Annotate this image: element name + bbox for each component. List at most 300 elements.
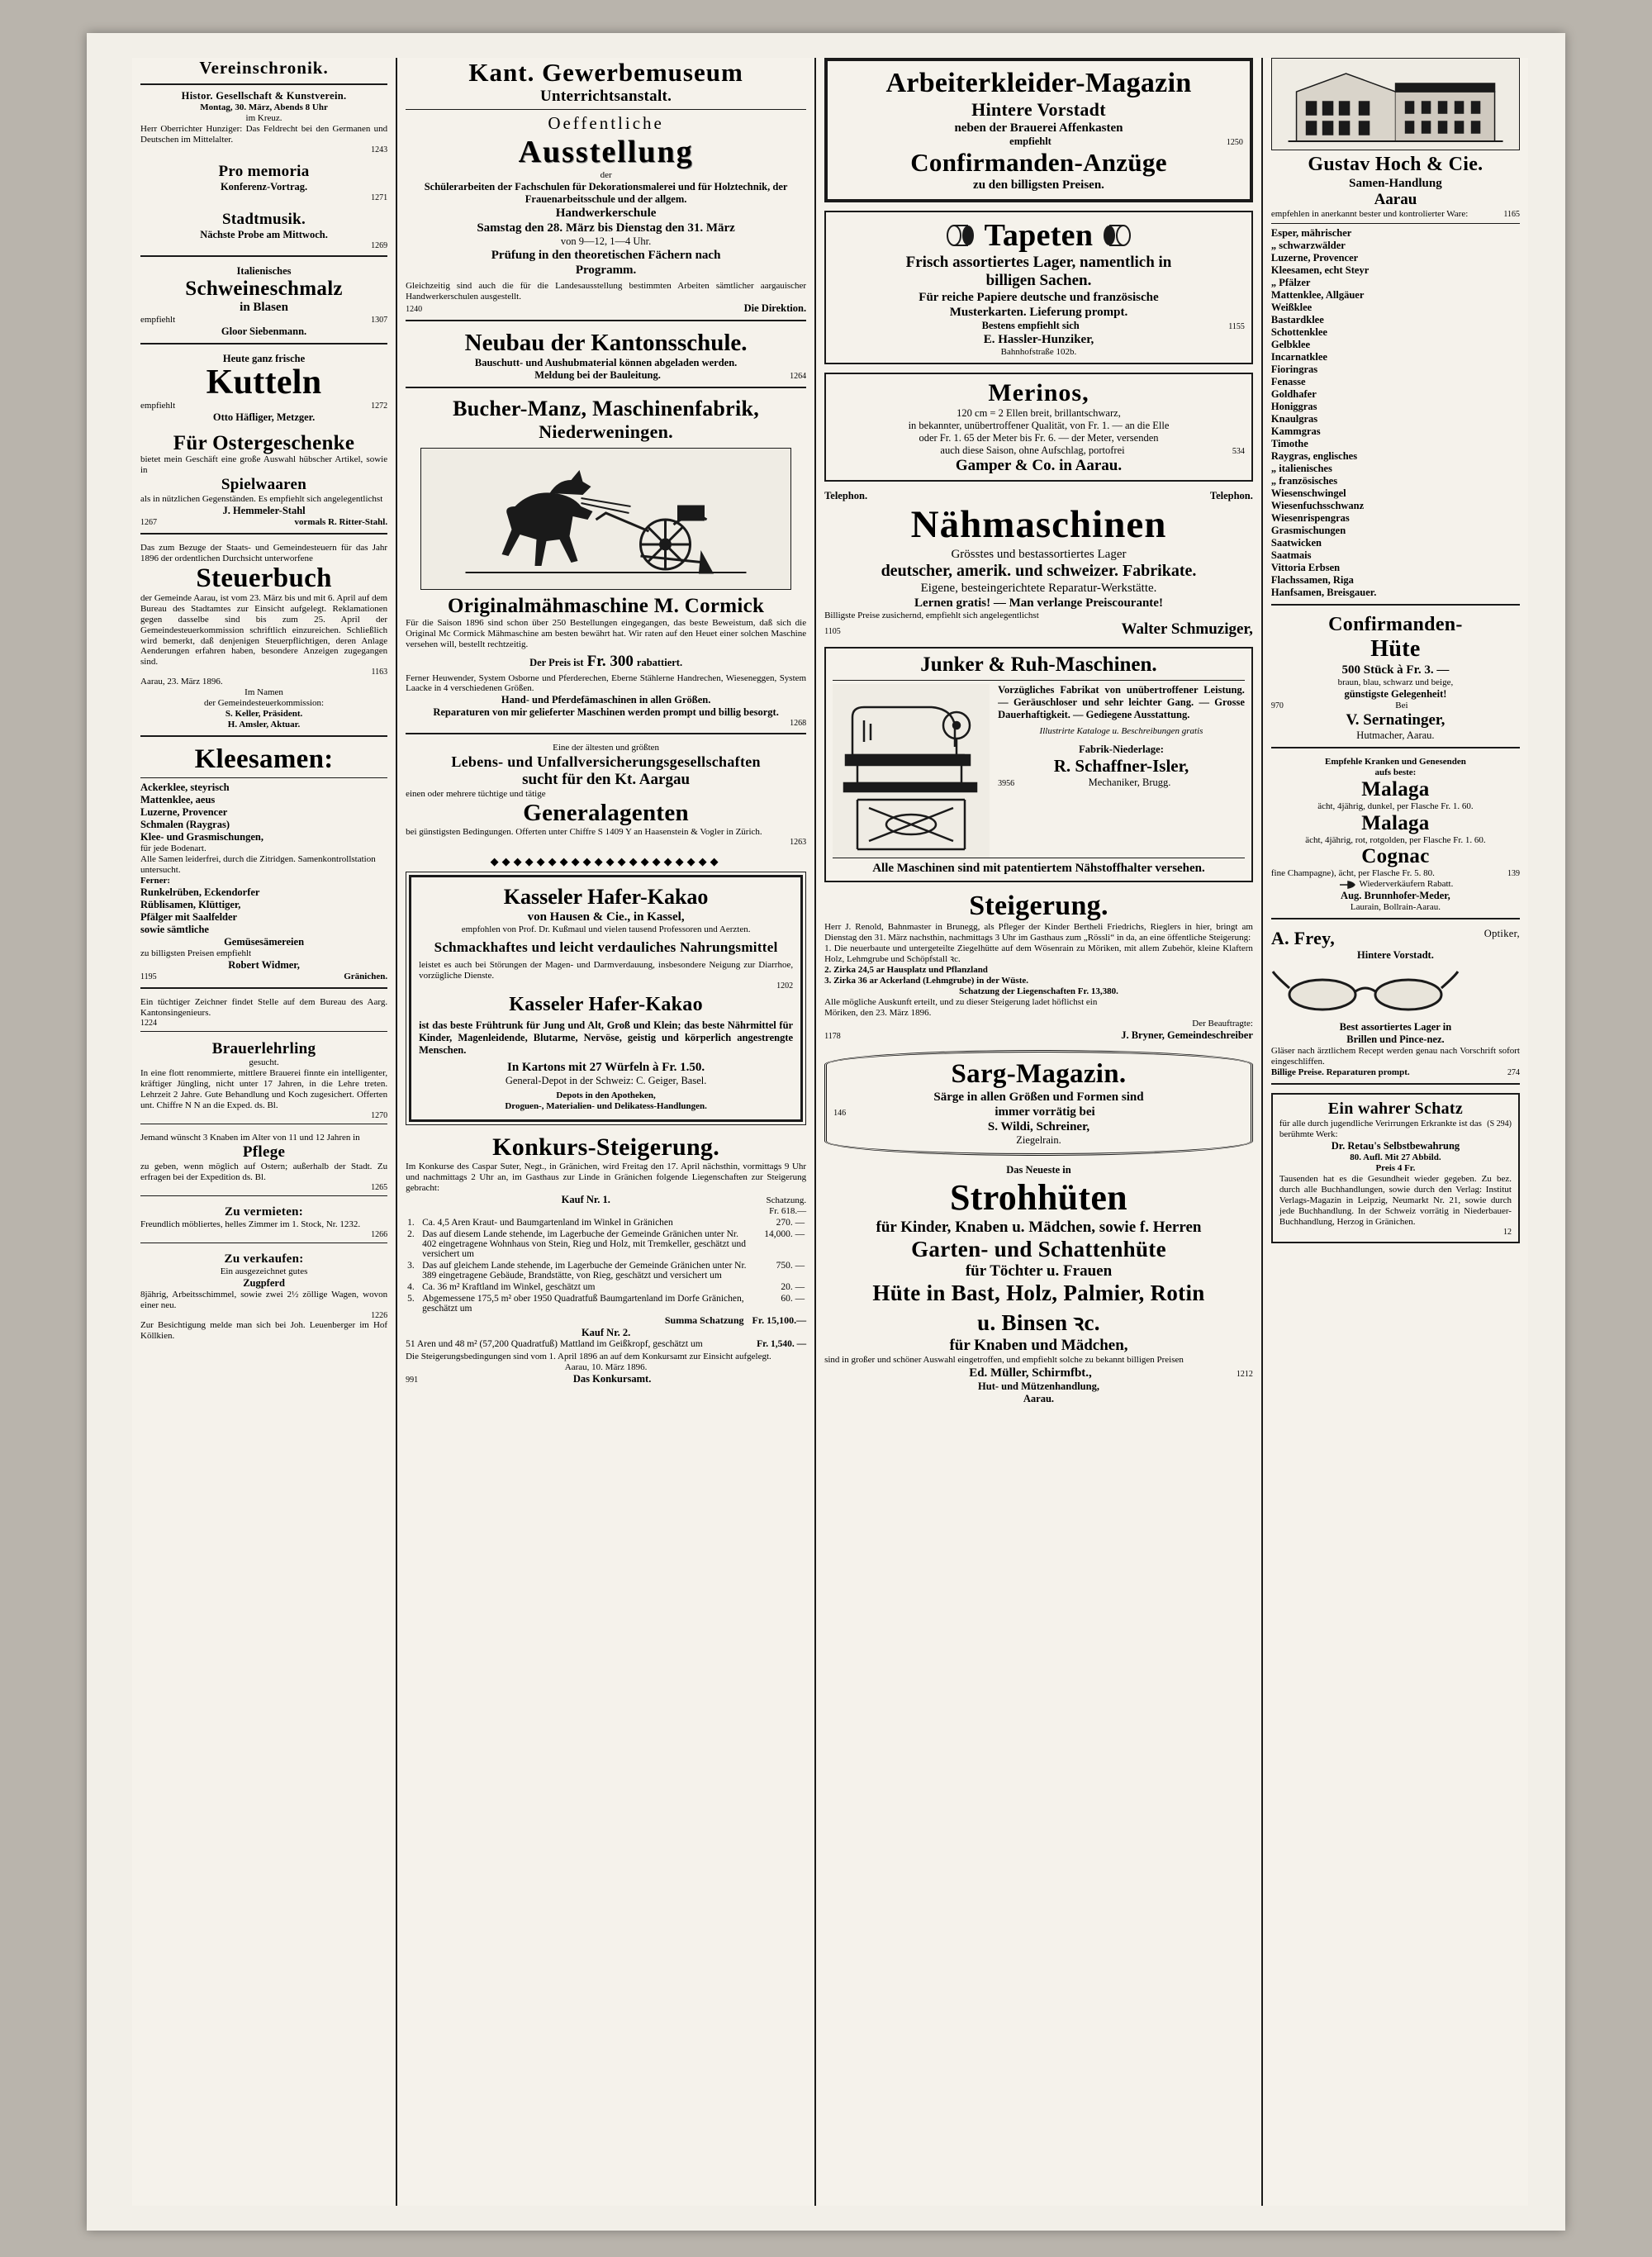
arbeiter-num: 1250 bbox=[1226, 138, 1243, 147]
steuerbuch-title: Steuerbuch bbox=[196, 563, 332, 593]
stroh-title: Strohhüten bbox=[950, 1177, 1127, 1218]
hand-pointer-icon bbox=[1338, 880, 1356, 890]
steuerbuch-sig3: S. Keller, Präsident. bbox=[225, 709, 303, 720]
konkurs-sum: Fr. 15,100.— bbox=[752, 1314, 807, 1326]
merinos-line4: auch diese Saison, ohne Aufschlag, portofrei bbox=[940, 444, 1125, 456]
pflege-body: zu geben, wenn möglich auf Ostern; außerhalb der Stadt. Zu erfragen bei der Expedition ds. Bl. bbox=[140, 1162, 388, 1183]
ad-sarg-magazin bbox=[824, 1050, 1253, 1156]
vermieten-body: Freundlich möbliertes, helles Zimmer im 1. Stock, Nr. 1232. bbox=[140, 1219, 361, 1230]
hoch-place: Aarau bbox=[1374, 191, 1417, 208]
hoch-title: Gustav Hoch & Cie. bbox=[1308, 154, 1483, 175]
bucher-preis: Fr. 300 bbox=[586, 652, 634, 670]
stroh-line1: Das Neueste in bbox=[1006, 1164, 1071, 1176]
optiker-num: 274 bbox=[1507, 1068, 1520, 1078]
klee-closing: zu billigsten Preisen empfiehlt bbox=[140, 948, 252, 958]
sarg-addr: Ziegelrain. bbox=[1016, 1134, 1061, 1146]
ad-konkurs-steigerung bbox=[406, 1133, 806, 1385]
malaga-addr: Laurain, Bollrain-Aarau. bbox=[1350, 902, 1441, 913]
hist-title: Histor. Gesellschaft & Kunstverein. bbox=[181, 90, 347, 102]
kakao-num1: 1202 bbox=[776, 981, 794, 991]
stroh-line2: für Kinder, Knaben u. Mädchen, sowie f. Herren bbox=[876, 1219, 1202, 1236]
kakao-big1: Schmackhaftes und leicht verdauliches Nahrungsmittel bbox=[434, 939, 778, 956]
hoch-item-25: Saatwicken bbox=[1270, 536, 1322, 549]
hoch-sub: Samen-Handlung bbox=[1349, 177, 1442, 190]
junker-body: Vorzügliches Fabrikat von unübertroffener Leistung. — Geräuschloser und sehr leichter Gang. — Grosse Dauerhaftigkeit. — Gediegene Ausstattung. bbox=[998, 684, 1245, 721]
konkurs-sum-label: Summa Schatzung bbox=[664, 1314, 744, 1326]
ad-versicherung bbox=[406, 743, 806, 847]
malaga-line3: Wiederverkäufern Rabatt. bbox=[1359, 879, 1454, 890]
ad-brauerlehrling bbox=[140, 1040, 387, 1125]
tapeten-line4: Musterkarten. Lieferung prompt. bbox=[949, 305, 1128, 319]
hoch-item-23: Wiesenrispengras bbox=[1270, 511, 1350, 524]
hist-line2: im Kreuz. bbox=[245, 112, 282, 123]
bucher-sub: Niederweningen. bbox=[539, 421, 673, 442]
hoch-item-9: Gelbklee bbox=[1270, 338, 1311, 350]
row3-text: Ca. 36 m² Kraftland im Winkel, geschätzt um bbox=[422, 1281, 596, 1292]
museum-line1: Oeffentliche bbox=[548, 112, 664, 133]
ad-naehmaschinen bbox=[824, 490, 1253, 639]
optiker-line4: Billige Preise. Reparaturen prompt. bbox=[1270, 1067, 1410, 1078]
hoch-item-4: „ Pfälzer bbox=[1270, 276, 1311, 288]
stroh-line5: Hüte in Bast, Holz, Palmier, Rotin bbox=[872, 1280, 1205, 1305]
naeh-name: Walter Schmuziger, bbox=[1121, 620, 1253, 639]
schmalz-num: 1307 bbox=[371, 316, 388, 325]
malaga-t1: Malaga bbox=[1361, 777, 1430, 801]
museum-hours: von 9—12, 1—4 Uhr. bbox=[560, 235, 652, 247]
stroh-line4: für Töchter u. Frauen bbox=[965, 1262, 1113, 1280]
hoch-item-12: Fenasse bbox=[1270, 375, 1306, 387]
roll-icon-right bbox=[1103, 225, 1131, 246]
pflege-title: Pflege bbox=[242, 1143, 286, 1162]
promemoria-num: 1271 bbox=[371, 192, 388, 202]
vermieten-title: Zu vermieten: bbox=[224, 1205, 304, 1219]
row4-idx: 5. bbox=[407, 1293, 415, 1304]
hoch-item-21: Wiesenschwingel bbox=[1270, 487, 1346, 499]
row0-text: Ca. 4,5 Aren Kraut- und Baumgartenland im Winkel in Gränichen bbox=[422, 1217, 673, 1228]
junker-name: R. Schaffner-Isler, bbox=[1053, 756, 1189, 777]
bucher-body: Für die Saison 1896 sind schon über 250 Bestellungen eingegangen, das beste Beweistum, daß sich die Original Mc Cormick Mähmaschine am besten bewährt hat. Wir raten auf den Heuet einer solchen Maschine versehen will, bestellt rechtzeitig. bbox=[406, 617, 807, 649]
junker-title: Junker & Ruh-Maschinen. bbox=[920, 653, 1157, 677]
table-row bbox=[406, 1260, 806, 1281]
ad-gewerbemuseum bbox=[406, 58, 806, 321]
merinos-line2: in bekannter, unübertroffener Qualität, von Fr. 1. — an die Elle bbox=[908, 419, 1170, 431]
row2-text: Das auf gleichem Lande stehende, im Lagerbuche der Gemeinde Gränichen unter Nr. 389 eingetragene Gebäude, Brandstätte, von Rieg, geschätzt und versichert um bbox=[422, 1260, 747, 1281]
hut-role: Hutmacher, Aarau. bbox=[1356, 729, 1435, 741]
arbeiter-bottom: zu den billigsten Preisen. bbox=[973, 178, 1104, 192]
hoch-line1: empfehlen in anerkannt bester und kontrolierter Ware: bbox=[1270, 208, 1469, 219]
hoch-item-14: Honiggras bbox=[1270, 400, 1317, 412]
steigerung-item-1: 2. Zirka 24,5 ar Hausplatz und Pflanzland bbox=[824, 965, 988, 976]
klee-num: 1195 bbox=[140, 972, 157, 981]
hoch-item-18: Raygras, englisches bbox=[1270, 449, 1358, 462]
steigerung-num: 1178 bbox=[824, 1032, 841, 1041]
steigerung-item-0: 1. Die neuerbaute und untergeteilte Ziegelhütte auf dem Wösenrain zu Möriken, mit allem Zubehör, kleine Klaftern Holz, Lehmgrube und Schöpfstall ꝛc. bbox=[824, 943, 1253, 965]
hoch-item-5: Mattenklee, Allgäuer bbox=[1270, 288, 1365, 301]
hoch-item-27: Vittoria Erbsen bbox=[1270, 561, 1341, 573]
optiker-name: A. Frey, bbox=[1270, 928, 1336, 949]
bucher-num: 1268 bbox=[790, 719, 807, 729]
bucher-preis-label: Der Preis ist bbox=[529, 656, 584, 668]
steuerbuch-date: Aarau, 23. März 1896. bbox=[140, 677, 223, 687]
ostern-name2: vormals R. Ritter-Stahl. bbox=[294, 517, 388, 528]
klee-name: Robert Widmer, bbox=[228, 958, 300, 971]
zeichner-text: Ein tüchtiger Zeichner findet Stelle auf dem Bureau des Aarg. Kantonsingenieurs. bbox=[140, 996, 388, 1018]
ad-confirmanden-huete bbox=[1271, 614, 1520, 748]
ad-junker-ruh bbox=[824, 647, 1253, 882]
ad-strohhuete bbox=[824, 1164, 1253, 1405]
steuerbuch-intro: Das zum Bezuge der Staats- und Gemeindesteuern für das Jahr 1896 der ordentlichen Durchsicht unterworfene bbox=[140, 543, 388, 564]
ostern-title: Für Ostergeschenke bbox=[173, 431, 355, 454]
hoch-item-22: Wiesenfuchsschwanz bbox=[1270, 499, 1365, 511]
steuerbuch-num: 1163 bbox=[371, 668, 388, 677]
naeh-tel-right: Telephon. bbox=[1209, 489, 1253, 501]
arbeiter-big: Confirmanden-Anzüge bbox=[910, 148, 1167, 177]
konkurs-kauf1: Kauf Nr. 1. bbox=[561, 1193, 610, 1205]
malaga-d1: ächt, 4jährig, dunkel, per Flasche Fr. 1. 60. bbox=[1317, 801, 1474, 811]
steigerung-body: Herr J. Renold, Bahnmaster in Brunegg, als Pfleger der Kinder Bertheli Friedrichs, Rieglers in hier, bringt am Dienstag den 31. März nachsthin, nachmittags 3 Uhr im Gasthaus zum „Rössli“ in da, an eine öffentliche Steigerung: bbox=[824, 922, 1253, 943]
ad-stadtmusik bbox=[140, 211, 387, 257]
verkaufen-body3: Zur Besichtigung melde man sich bei Joh. Leuenberger im Hof Köllkien. bbox=[140, 1319, 388, 1341]
ad-ostergeschenke bbox=[140, 432, 387, 535]
vermieten-num: 1266 bbox=[371, 1230, 388, 1240]
museum-prog: Programm. bbox=[575, 263, 637, 277]
sarg-title: Sarg-Magazin. bbox=[951, 1059, 1127, 1089]
versicherung-num: 1263 bbox=[790, 838, 807, 848]
stroh-num: 1212 bbox=[1236, 1369, 1253, 1379]
versicherung-line1: Eine der ältesten und größten bbox=[553, 743, 660, 753]
kakao-foot1: Depots in den Apotheken, bbox=[556, 1090, 656, 1101]
klee-item-4: Klee- und Grasmischungen, bbox=[140, 830, 263, 843]
hut-line1: 500 Stück à Fr. 3. — bbox=[1341, 663, 1450, 677]
kakao-title: Kasseler Hafer-Kakao bbox=[503, 885, 709, 910]
row4-text: Abgemessene 175,5 m² ober 1950 Quadratfuß Baumgartenland im Dorfe Gränichen, geschätzt um bbox=[422, 1293, 744, 1314]
schatz-name: Dr. Retau's Selbstbewahrung bbox=[1331, 1140, 1460, 1152]
malaga-d2: ächt, 4jährig, rot, rotgolden, per Flasche Fr. 1. 60. bbox=[1305, 834, 1486, 845]
neubau-title: Neubau der Kantonsschule. bbox=[464, 329, 748, 356]
kutteln-name: Otto Häfliger, Metzger. bbox=[212, 411, 316, 423]
stroh-line7: für Knaben und Mädchen, bbox=[949, 1336, 1128, 1354]
klee-item2-4: Gemüsesämereien bbox=[224, 935, 305, 948]
klee-item-3: Schmalen (Raygras) bbox=[140, 818, 230, 830]
schmalz-name: Gloor Siebenmann. bbox=[221, 325, 307, 338]
mower-horse-drawing bbox=[421, 449, 790, 589]
columns-container bbox=[132, 58, 1528, 2206]
klee-title: Kleesamen: bbox=[194, 744, 334, 775]
sarg-line1: Särge in allen Größen und Formen sind bbox=[933, 1090, 1144, 1104]
museum-dates: Samstag den 28. März bis Dienstag den 31. März bbox=[477, 221, 735, 235]
malaga-line2: aufs beste: bbox=[1374, 767, 1417, 777]
malaga-t3: Cognac bbox=[1361, 845, 1430, 868]
konkurs-num: 991 bbox=[406, 1375, 419, 1385]
steigerung-sig2: J. Bryner, Gemeindeschreiber bbox=[1121, 1029, 1253, 1041]
konkurs-body: Im Konkurse des Caspar Suter, Negt., in Gränichen, wird Freitag den 17. April nächsthin, vormittags 9 Uhr und nachmittags 2 Uhr an, im Gasthaus zur Linde in Gränichen folgende Liegenschaften zur Steigerung gebracht: bbox=[406, 1162, 807, 1193]
konkurs-title: Konkurs-Steigerung. bbox=[492, 1133, 720, 1162]
row0-idx: 1. bbox=[407, 1217, 415, 1228]
row2-idx: 3. bbox=[407, 1260, 415, 1271]
konkurs-fr-label: Fr. 618.— bbox=[769, 1205, 807, 1216]
tapeten-title: Tapeten bbox=[984, 218, 1094, 253]
ad-vermieten bbox=[140, 1205, 387, 1243]
bucher-body2: Ferner Heuwender, System Osborne und Pferderechen, Eberne Stählerne Handrechen, Wieseneggen, System Laacke in 4 verschiedenen Größen. bbox=[406, 672, 807, 694]
kakao-body1: leistet es auch bei Störungen der Magen- und Darmverdauung, insbesondere Neigung zur Diarrhoe, vorzügliche Dienste. bbox=[419, 960, 794, 981]
versicherung-big: Generalagenten bbox=[523, 800, 689, 827]
kakao-big2: Kasseler Hafer-Kakao bbox=[509, 994, 703, 1016]
museum-big: Ausstellung bbox=[518, 134, 694, 169]
hoch-items-list bbox=[1271, 227, 1520, 599]
promemoria-sub: Konferenz-Vortrag. bbox=[220, 180, 308, 192]
row0-val: 270. — bbox=[776, 1217, 805, 1228]
ostern-name: J. Hemmeler-Stahl bbox=[222, 505, 306, 517]
klee-item-1: Mattenklee, aeus bbox=[140, 793, 216, 805]
merinos-line1: 120 cm = 2 Ellen breit, brillantschwarz, bbox=[957, 406, 1121, 419]
hut-title1: Confirmanden- bbox=[1328, 613, 1463, 635]
hoch-item-29: Hanfsamen, Breisgauer. bbox=[1270, 586, 1377, 598]
klee-ferner: Ferner: bbox=[140, 875, 171, 886]
optiker-role: Optiker, bbox=[1483, 928, 1520, 940]
hoch-item-6: Weißklee bbox=[1270, 301, 1313, 313]
merinos-num: 534 bbox=[1232, 446, 1245, 456]
optiker-line1: Best assortiertes Lager in bbox=[1339, 1021, 1452, 1033]
sarg-name: S. Wildi, Schreiner, bbox=[987, 1120, 1090, 1133]
klee-item2-2: Pfälger mit Saalfelder bbox=[140, 910, 238, 923]
hoch-item-26: Saatmais bbox=[1270, 549, 1312, 561]
row3-val: 20. — bbox=[781, 1281, 805, 1292]
versicherung-body: bei günstigsten Bedingungen. Offerten unter Chiffre S 1409 Y an Haasenstein & Vogler in Zürich. bbox=[406, 827, 762, 838]
ostern-num: 1267 bbox=[140, 518, 157, 528]
table-row bbox=[406, 1217, 806, 1228]
klee-item2-0: Runkelrüben, Eckendorfer bbox=[140, 886, 260, 898]
merinos-line3: oder Fr. 1. 65 der Meter bis Fr. 6. — der Meter, versenden bbox=[919, 431, 1159, 444]
tapeten-addr: Bahnhofstraße 102b. bbox=[1000, 346, 1077, 357]
column-3 bbox=[816, 58, 1263, 2206]
ad-steuerbuch bbox=[140, 543, 387, 737]
versicherung-line2: einen oder mehrere tüchtige und tätige bbox=[406, 789, 546, 800]
pflege-num: 1265 bbox=[371, 1183, 388, 1193]
ostern-body2: als in nützlichen Gegenständen. Es empfiehlt sich angelegentlichst bbox=[140, 494, 383, 505]
ad-kutteln bbox=[140, 353, 387, 424]
steigerung-foot: Alle mögliche Auskunft erteilt, und zu dieser Steigerung ladet höflichst ein bbox=[824, 997, 1098, 1008]
kakao-body2: ist das beste Frühtrunk für Jung und Alt, Groß und Klein; das beste Nährmittel für Kinder, Magenleidende, Blutarme, Nervöse, geistig und körperlich angestrengte Menschen. bbox=[419, 1019, 794, 1057]
museum-body1: Schülerarbeiten der Fachschulen für Dekorationsmalerei und für Holztechnik, der Frauenarbeitsschule und der allgem. bbox=[424, 180, 788, 205]
bucher-caption: Originalmähmaschine M. Cormick bbox=[447, 594, 765, 617]
malaga-d3: fine Champagne), ächt, per Flasche Fr. 5. 80. bbox=[1270, 868, 1435, 879]
schatz-num2: 12 bbox=[1502, 1228, 1512, 1237]
hoch-item-8: Schottenklee bbox=[1270, 325, 1327, 338]
column-2 bbox=[397, 58, 816, 2206]
hoch-item-16: Kammgras bbox=[1270, 425, 1321, 437]
row3-idx: 4. bbox=[407, 1281, 415, 1292]
optiker-line2: Brillen und Pince-nez. bbox=[1346, 1033, 1445, 1046]
klee-item-2: Luzerne, Provencer bbox=[140, 805, 228, 818]
konkurs-table bbox=[406, 1217, 806, 1314]
kakao-foot2: Droguen-, Materialien- und Delikatess-Handlungen. bbox=[505, 1101, 707, 1112]
ad-kasseler-hafer-kakao bbox=[409, 875, 803, 1122]
steuerbuch-sig1: Im Namen bbox=[244, 687, 283, 698]
konkurs-kauf2: Kauf Nr. 2. bbox=[581, 1326, 631, 1338]
stroh-line3: Garten- und Schattenhüte bbox=[911, 1236, 1166, 1262]
versicherung-sucht: sucht für den Kt. Aargau bbox=[522, 771, 691, 789]
table-row bbox=[406, 1281, 806, 1293]
klee-item-5: für jede Bodenart. bbox=[140, 843, 206, 853]
schmalz-empf: empfiehlt bbox=[140, 315, 176, 325]
hoch-num: 1165 bbox=[1503, 209, 1520, 219]
verkaufen-item: Zugpferd bbox=[243, 1277, 285, 1290]
ad-schweineschmalz bbox=[140, 265, 387, 344]
naeh-line3: Eigene, besteingerichtete Reparatur-Werkstätte. bbox=[920, 581, 1157, 595]
hoch-item-7: Bastardklee bbox=[1270, 313, 1324, 325]
ad-steigerung bbox=[824, 891, 1253, 1042]
zeichner-num: 1224 bbox=[140, 1018, 157, 1028]
ad-gustav-hoch bbox=[1271, 58, 1520, 606]
neubau-body2: Meldung bei der Bauleitung. bbox=[534, 368, 661, 381]
malaga-line1: Empfehle Kranken und Genesenden bbox=[1325, 756, 1466, 767]
arbeiter-line2: neben der Brauerei Affenkasten bbox=[954, 121, 1123, 135]
steigerung-title: Steigerung. bbox=[969, 891, 1108, 922]
klee-item-0: Ackerklee, steyrisch bbox=[140, 781, 230, 793]
kutteln-num: 1272 bbox=[371, 401, 388, 411]
schatz-line4: Tausenden hat es die Gesundheit wieder gegeben. Zu bez. durch alle Buchhandlungen, sowie durch den Verlag: Institut Verlags-Magazin in Leipzig, Neumarkt Nr. 21, sowie durch jede Buchhandlung. In der Schweiz vorrätig in Niederbauer-Buchhandlung, Herzog in Gränichen. bbox=[1279, 1174, 1512, 1228]
neubau-num: 1264 bbox=[790, 371, 807, 381]
ornament-divider: ◆◆◆◆◆◆◆◆◆◆◆◆◆◆◆◆◆◆◆◆ bbox=[490, 855, 722, 868]
naeh-num: 1105 bbox=[824, 627, 841, 637]
schatz-line3: Preis 4 Fr. bbox=[1375, 1163, 1416, 1174]
newspaper-page bbox=[87, 33, 1565, 2231]
museum-pruef: Prüfung in den theoretischen Fächern nach bbox=[491, 248, 721, 262]
stroh-name2: Hut- und Mützenhandlung, bbox=[978, 1380, 1099, 1392]
ad-wahrer-schatz bbox=[1271, 1093, 1520, 1243]
ad-neubau bbox=[406, 330, 806, 388]
kakao-karton: In Kartons mit 27 Würfeln à Fr. 1.50. bbox=[507, 1061, 705, 1075]
bucher-body4: Reparaturen von mir gelieferter Maschinen werden prompt und billig besorgt. bbox=[433, 706, 779, 719]
steigerung-place: Möriken, den 23. März 1896. bbox=[824, 1008, 932, 1019]
kakao-sub: von Hausen & Cie., in Kassel, bbox=[527, 910, 685, 924]
klee-item2-1: Rüblisamen, Klüttiger, bbox=[140, 898, 241, 910]
junker-italic: Illustrirte Kataloge u. Beschreibungen gratis bbox=[1039, 726, 1203, 737]
table-row bbox=[406, 1228, 806, 1260]
ad-pflege bbox=[140, 1133, 387, 1196]
bucher-body3: Hand- und Pferdefämaschinen in allen Größen. bbox=[501, 694, 711, 706]
museum-note: Gleichzeitig sind auch die für die Landesausstellung bestimmten Arbeiten sämtlicher aargauischer Handwerkerschulen ausgestellt. bbox=[406, 280, 807, 302]
row4-val: 60. — bbox=[781, 1293, 805, 1304]
tapeten-name: E. Hassler-Hunziker, bbox=[983, 332, 1094, 346]
brauer-body: In eine flott renommierte, mittlere Brauerei finnte ein intelligenter, kräftiger Jüngling, nicht unter 17 Jahren, in die Lehre treten. Lehrzeit 2 Jahre. Gute Behandlung und Koch zugesichert. Offerten unt. Chiffre N N an die Exped. ds. Bl. bbox=[140, 1068, 388, 1111]
hoch-item-24: Grasmischungen bbox=[1270, 524, 1346, 536]
konkurs-date: Aarau, 10. März 1896. bbox=[564, 1361, 648, 1372]
hoch-item-0: Esper, mährischer bbox=[1270, 226, 1352, 239]
klee-name2: Gränichen. bbox=[344, 971, 388, 981]
hut-line3: günstigste Gelegenheit! bbox=[1344, 687, 1447, 700]
naeh-line4: Lernen gratis! — Man verlange Preiscourante! bbox=[914, 596, 1163, 610]
column-4 bbox=[1263, 58, 1528, 2206]
hoch-item-2: Luzerne, Provencer bbox=[1270, 251, 1359, 264]
hoch-item-3: Kleesamen, echt Steyr bbox=[1270, 264, 1370, 276]
museum-title: Kant. Gewerbemuseum bbox=[468, 58, 743, 87]
neubau-body: Bauschutt- und Aushubmaterial können abgeladen werden. bbox=[474, 356, 738, 368]
merinos-title: Merinos, bbox=[988, 378, 1089, 406]
sarg-line2: immer vorrätig bei bbox=[995, 1105, 1095, 1119]
museum-sig: Die Direktion. bbox=[743, 302, 807, 314]
steuerbuch-body: der Gemeinde Aarau, ist vom 23. März bis und mit 6. April auf dem Bureau des Stadtamtes zur Einsicht aufgelegt. Reklamationen gegen dasselbe sind bis zum 25. April der Gemeindesteuerkommission schriftlich einzureichen. Schließlich wird bemerkt, daß denjenigen Steuerpflichtigen, deren Anlage Aenderungen erfahren haben, besondere Anzeigen zugegangen sind. bbox=[140, 592, 388, 668]
tapeten-line2: billigen Sachen. bbox=[985, 271, 1092, 289]
hoch-item-19: „ italienisches bbox=[1270, 462, 1332, 474]
arbeiter-title: Arbeiterkleider-Magazin bbox=[885, 68, 1192, 98]
konkurs-sch-label: Schatzung. bbox=[766, 1195, 807, 1205]
schatz-num1: (S 294) bbox=[1487, 1119, 1512, 1129]
stroh-name3: Aarau. bbox=[1023, 1392, 1055, 1404]
junker-num: 3956 bbox=[998, 779, 1015, 789]
building-illustration bbox=[1271, 58, 1520, 150]
kakao-line1: empfohlen von Prof. Dr. Kußmaul und vielen tausend Professoren und Aerzten. bbox=[461, 924, 751, 935]
optiker-line3: Gläser nach ärztlichem Recept werden genau nach Vorschrift sofort eingeschliffen. bbox=[1270, 1046, 1520, 1067]
promemoria-title: Pro memoria bbox=[218, 162, 310, 180]
hoch-item-11: Fioringras bbox=[1270, 363, 1318, 375]
steuerbuch-sig2: der Gemeindesteuerkommission: bbox=[203, 698, 325, 709]
naeh-line1: Grösstes und bestassortiertes Lager bbox=[951, 547, 1127, 561]
brauer-num: 1270 bbox=[371, 1111, 388, 1121]
optiker-addr: Hintere Vorstadt. bbox=[1357, 949, 1434, 962]
konkurs-row2: 51 Aren und 48 m² (57,200 Quadratfuß) Mattland im Geißkropf, geschätzt um bbox=[406, 1338, 703, 1349]
museum-num: 1240 bbox=[406, 304, 423, 314]
hist-body: Herr Oberrichter Hunziger: Das Feldrecht bei den Germanen und Deutschen im Mittelalter. bbox=[140, 123, 388, 145]
hut-title2: Hüte bbox=[1370, 635, 1421, 662]
naeh-line2: deutscher, amerik. und schweizer. Fabrikate. bbox=[881, 561, 1197, 580]
ad-zeichner bbox=[140, 997, 387, 1032]
stadtmusik-sub: Nächste Probe am Mittwoch. bbox=[200, 228, 328, 240]
ad-kleesamen bbox=[140, 745, 387, 988]
brauer-title: Brauerlehrling bbox=[211, 1039, 316, 1057]
schmalz-sub: in Blasen bbox=[240, 301, 288, 315]
schatz-line2: 80. Aufl. Mit 27 Abbild. bbox=[1350, 1152, 1441, 1163]
glasses-illustration bbox=[1271, 967, 1520, 1016]
ad-tapeten bbox=[824, 211, 1253, 364]
ad-verkaufen bbox=[140, 1252, 387, 1342]
row1-idx: 2. bbox=[407, 1228, 415, 1239]
malaga-t2: Malaga bbox=[1361, 811, 1430, 834]
naeh-tel-left: Telephon. bbox=[824, 489, 868, 501]
ad-optiker bbox=[1271, 928, 1520, 1085]
bucher-title: Bucher-Manz, Maschinenfabrik, bbox=[453, 396, 760, 421]
kutteln-pre: Heute ganz frische bbox=[222, 353, 306, 365]
verkaufen-body: Ein ausgezeichnet gutes bbox=[220, 1266, 308, 1277]
museum-sub: Unterrichtsanstalt. bbox=[539, 88, 672, 105]
schatz-title: Ein wahrer Schatz bbox=[1327, 1100, 1464, 1119]
junker-role: Mechaniker, Brugg. bbox=[1088, 777, 1171, 789]
mower-illustration bbox=[420, 448, 791, 590]
schmalz-pre: Italienisches bbox=[236, 264, 292, 277]
steigerung-item-2: 3. Zirka 36 ar Ackerland (Lehmgrube) in der Wüste. bbox=[824, 976, 1028, 986]
sarg-num: 146 bbox=[833, 1109, 847, 1118]
ad-bucher-manz bbox=[406, 397, 806, 735]
hut-bei: Bei bbox=[1395, 700, 1408, 710]
junker-footer: Alle Maschinen sind mit patentiertem Nähstoffhalter versehen. bbox=[833, 858, 1245, 876]
hist-line1: Montag, 30. März, Abends 8 Uhr bbox=[200, 102, 328, 112]
konkurs-sig: Das Konkursamt. bbox=[572, 1372, 652, 1385]
row2-val: 750. — bbox=[776, 1260, 805, 1271]
hoch-item-13: Goldhafer bbox=[1270, 387, 1317, 400]
steuerbuch-sig4: H. Amsler, Aktuar. bbox=[227, 720, 301, 730]
arbeiter-empf: empfiehlt bbox=[1009, 135, 1051, 147]
sewing-machine-illustration bbox=[833, 684, 990, 858]
hoch-item-20: „ französisches bbox=[1270, 474, 1338, 487]
brauer-sub: gesucht. bbox=[249, 1057, 279, 1068]
ad-malaga bbox=[1271, 757, 1520, 920]
hoch-item-28: Flachssamen, Riga bbox=[1270, 573, 1354, 586]
roll-icon-left bbox=[947, 225, 975, 246]
hoch-item-10: Incarnatklee bbox=[1270, 350, 1327, 363]
junker-fabrik: Fabrik-Niederlage: bbox=[1079, 744, 1164, 756]
konkurs-row2val: Fr. 1,540. — bbox=[757, 1338, 807, 1349]
row1-val: 14,000. — bbox=[764, 1228, 805, 1239]
